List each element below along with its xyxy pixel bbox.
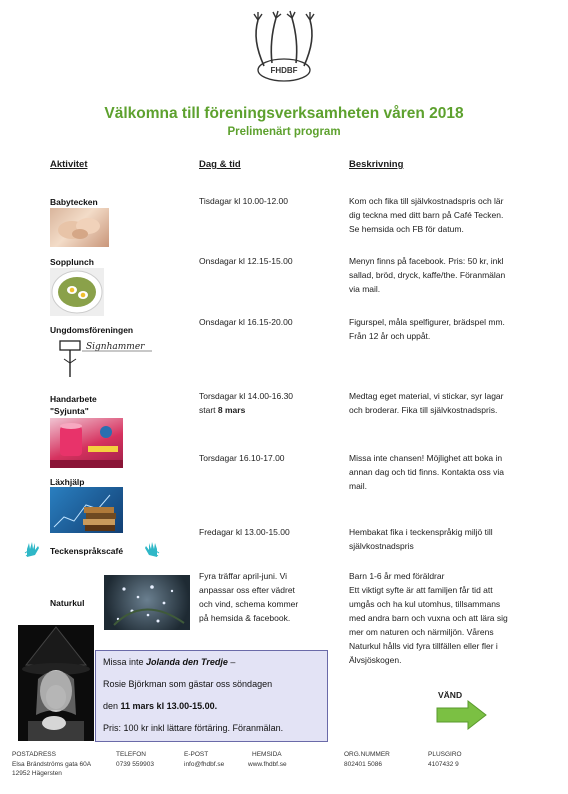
footer-label-epost: E-POST [184, 751, 209, 758]
activity-name-babytecken: Babytecken [50, 197, 98, 207]
activity-name-laxhjalp: Läxhjälp [50, 477, 85, 487]
time-laxhjalp: Torsdagar 16.10-17.00 [199, 453, 285, 463]
turn-label: VÄND [438, 690, 463, 700]
time-naturkul: Fyra träffar april-juni. Vi anpassar oss efter vädret och vind, schema kommer på hemsida & facebook. [199, 571, 299, 623]
footer-label-postadress: POSTADRESS [12, 751, 56, 758]
logo-text: FHDBF [270, 66, 298, 75]
activity-name-naturkul: Naturkul [50, 598, 85, 608]
nature-photo [104, 575, 190, 630]
infobox-line-4: Pris: 100 kr inkl lättare förtäring. Föranmälan. [103, 723, 284, 733]
footer-value-telefon: 0739 559903 [116, 761, 154, 768]
sewing-photo [50, 418, 123, 468]
footer-value-hemsida[interactable]: www.fhdbf.se [248, 761, 287, 768]
page-subtitle: Prelimenärt program [227, 126, 341, 138]
desc-ungdomsforeningen: Figurspel, måla spelfigurer, brädspel mm. Från 12 år och uppåt. [349, 317, 505, 341]
desc-naturkul: Barn 1-6 år med föräldrar Ett viktigt syfte är att familjen får tid att umgås och ha kul utomhus, tillsammans med andra barn och vuxna och att lära sig mer om naturen och närmiljön. Vårens Naturkul hålls vid fyra tillfällen eller fler i Älvsjöskogen. [349, 571, 508, 665]
sign-hands-icon [24, 539, 44, 559]
desc-handarbete: Medtag eget material, vi stickar, syr lagar och broderar. Fika till självkostnadspris. [349, 391, 504, 415]
activity-name-sopplunch: Sopplunch [50, 257, 94, 267]
guest-portrait-photo [18, 625, 94, 741]
desc-laxhjalp: Missa inte chansen! Möjlighet att boka in annan dag och tid finns. Kontakta oss via mail. [349, 453, 504, 491]
babytecken-photo [50, 208, 109, 247]
footer-label-telefon: TELEFON [116, 751, 146, 758]
footer-value-epost[interactable]: info@fhdbf.se [184, 761, 225, 768]
desc-babytecken: Kom och fika till självkostnadspris och lär dig teckna med ditt barn på Café Tecken. Se hemsida och FB för datum. [349, 196, 504, 234]
page-title: Välkomna till föreningsverksamheten våren 2018 [104, 105, 464, 122]
desc-teckensprakscafe: Hembakat fika i teckenspråkig miljö till självkostnadspris [349, 527, 493, 551]
infobox-line-2: Rosie Björkman som gästar oss söndagen [103, 679, 273, 689]
footer-label-plusgiro: PLUSGIRO [428, 751, 462, 758]
soup-photo [50, 268, 104, 316]
column-header-description: Beskrivning [349, 159, 404, 170]
activity-name-ungdomsforeningen: Ungdomsföreningen [50, 325, 134, 335]
event-info-box [95, 650, 328, 742]
column-header-activity: Aktivitet [50, 159, 88, 170]
infobox-line-3: den 11 mars kl 13.00-15.00. [103, 701, 218, 711]
time-sopplunch: Onsdagar kl 12.15-15.00 [199, 256, 293, 266]
footer-value-orgnummer: 802401 5086 [344, 761, 382, 768]
footer-label-orgnummer: ORG.NUMMER [344, 751, 390, 758]
time-babytecken: Tisdagar kl 10.00-12.00 [199, 196, 288, 206]
homework-photo [50, 487, 123, 533]
time-handarbete: Torsdagar kl 14.00-16.30 start 8 mars [199, 391, 294, 415]
activity-name-handarbete: Handarbete "Syjunta" [50, 394, 97, 416]
infobox-line-1: Missa inte Jolanda den Tredje – [103, 657, 236, 667]
time-teckensprakscafe: Fredagar kl 13.00-15.00 [199, 527, 290, 537]
column-header-day-time: Dag & tid [199, 159, 241, 170]
activity-name-teckensprakscafe: Teckenspråkscafé [50, 546, 124, 556]
turn-arrow-icon[interactable] [436, 700, 488, 730]
time-ungdomsforeningen: Onsdagar kl 16.15-20.00 [199, 317, 293, 327]
fhdbf-logo [236, 8, 332, 90]
footer-value-postadress: Elsa Brändströms gata 60A 12952 Hägersten [12, 761, 92, 777]
signhammer-text: Signhammer [86, 342, 145, 352]
sign-hands-icon [140, 539, 160, 559]
desc-sopplunch: Menyn finns på facebook. Pris: 50 kr, inkl sallad, bröd, dryck, kaffe/the. Föranmälan via mail. [349, 256, 506, 294]
footer-label-hemsida: HEMSIDA [252, 751, 282, 758]
footer-value-plusgiro: 4107432 9 [428, 761, 459, 768]
signhammer-logo [56, 337, 156, 379]
